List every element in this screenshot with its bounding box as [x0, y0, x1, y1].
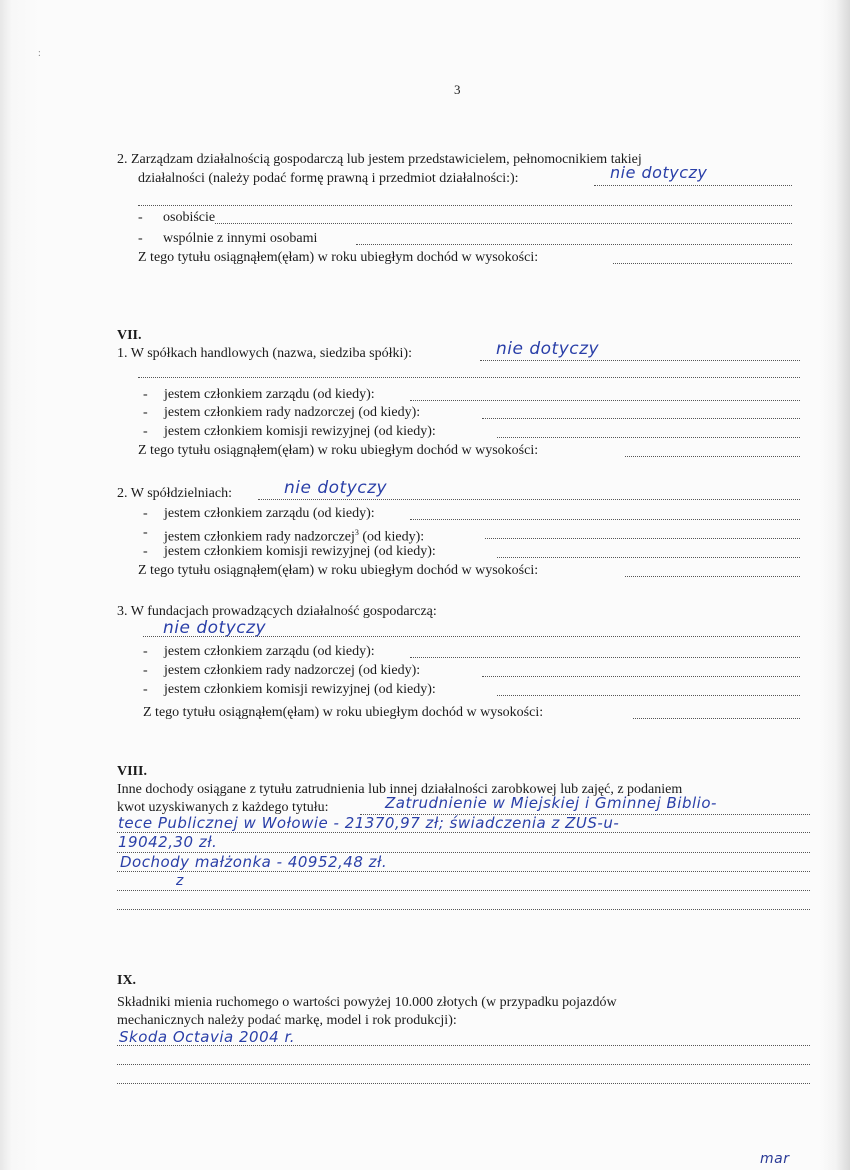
footnote-marker: 3	[354, 528, 359, 537]
viii-field-4[interactable]	[117, 871, 810, 872]
vii-3-supervisory-field[interactable]	[482, 676, 800, 677]
s2-dash-2: -	[138, 231, 143, 246]
vii-1-audit-field[interactable]	[497, 437, 800, 438]
vii-1-dash-1: -	[143, 387, 148, 402]
vii-3-income-field[interactable]	[633, 718, 800, 719]
vii-1-supervisory-field[interactable]	[482, 418, 800, 419]
ix-heading: IX.	[117, 973, 137, 988]
initials-signature: mar	[760, 1151, 790, 1167]
s2-personal-label: osobiście	[163, 210, 216, 225]
s2-joint-field[interactable]	[356, 244, 792, 245]
viii-line2: kwot uzyskiwanych z każdego tytułu:	[117, 800, 329, 815]
vii-2-supervisory-field[interactable]	[485, 538, 800, 539]
vii-3-audit-field[interactable]	[497, 695, 800, 696]
vii-2-dash-2: -	[143, 525, 148, 540]
vii-q2: 2. W spółdzielniach:	[117, 486, 232, 501]
vii-a1: nie dotyczy	[496, 339, 600, 359]
viii-hw4: Dochody małżonka - 40952,48 zł.	[120, 853, 388, 871]
vii-2-supervisory	[164, 525, 424, 546]
ix-line1: Składniki mienia ruchomego o wartości powyżej 10.000 złotych (w przypadku pojazdów	[117, 995, 617, 1010]
scan-speck: :	[38, 48, 41, 59]
vii-a2-line[interactable]	[258, 499, 800, 500]
viii-hw5: z	[176, 873, 184, 889]
s2-blank-line[interactable]	[138, 205, 792, 206]
vii-1-board: jestem członkiem zarządu (od kiedy):	[164, 387, 375, 402]
vii-1-dash-2: -	[143, 405, 148, 420]
vii-1-supervisory: jestem członkiem rady nadzorczej (od kiedy):	[164, 405, 421, 420]
s2-answer: nie dotyczy	[610, 163, 708, 182]
vii-2-supervisory-label: jestem członkiem rady nadzorczej	[164, 529, 355, 545]
viii-field-5[interactable]	[117, 890, 810, 891]
ix-answer: Skoda Octavia 2004 r.	[119, 1028, 295, 1046]
vii-a2: nie dotyczy	[284, 478, 388, 498]
vii-2-dash-3: -	[143, 544, 148, 559]
s2-dash-1: -	[138, 210, 143, 225]
vii-2-supervisory-tail: (od kiedy):	[362, 529, 425, 545]
vii-1-dash-3: -	[143, 424, 148, 439]
vii-3-board: jestem członkiem zarządu (od kiedy):	[164, 644, 375, 659]
vii-3-audit: jestem członkiem komisji rewizyjnej (od kiedy):	[164, 682, 436, 697]
vii-heading: VII.	[117, 328, 142, 343]
vii-a3: nie dotyczy	[163, 618, 267, 638]
viii-heading: VIII.	[117, 764, 147, 779]
ix-field-3[interactable]	[117, 1083, 810, 1084]
vii-2-audit-field[interactable]	[497, 557, 800, 558]
vii-2-income-field[interactable]	[625, 576, 800, 577]
vii-3-supervisory: jestem członkiem rady nadzorczej (od kiedy):	[164, 663, 421, 678]
vii-3-board-field[interactable]	[410, 657, 800, 658]
viii-hw2: tece Publicznej w Wołowie - 21370,97 zł; świadczenia z ZUS-u-	[118, 814, 620, 832]
viii-hw3: 19042,30 zł.	[118, 833, 218, 851]
vii-q3: 3. W fundacjach prowadzących działalność gospodarczą:	[117, 604, 437, 619]
vii-3-dash-3: -	[143, 682, 148, 697]
vii-a3-line[interactable]	[143, 636, 800, 637]
viii-line1: Inne dochody osiągane z tytułu zatrudnienia lub innej działalności zarobkowej lub zajęć, z podaniem	[117, 782, 683, 797]
s2-income-label: Z tego tytułu osiągnąłem(ęłam) w roku ubiegłym dochód w wysokości:	[138, 250, 539, 265]
vii-2-income: Z tego tytułu osiągnąłem(ęłam) w roku ubiegłym dochód w wysokości:	[138, 563, 539, 578]
ix-line2: mechanicznych należy podać markę, model i rok produkcji):	[117, 1013, 457, 1028]
vii-q1: 1. W spółkach handlowych (nazwa, siedziba spółki):	[117, 346, 412, 361]
vii-1-audit: jestem członkiem komisji rewizyjnej (od kiedy):	[164, 424, 436, 439]
vii-3-dash-1: -	[143, 644, 148, 659]
s2-personal-field[interactable]	[215, 223, 792, 224]
viii-field-6[interactable]	[117, 909, 810, 910]
vii-2-dash-1: -	[143, 506, 148, 521]
vii-2-board: jestem członkiem zarządu (od kiedy):	[164, 506, 375, 521]
s2-answer-line[interactable]	[594, 185, 792, 186]
vii-3-dash-2: -	[143, 663, 148, 678]
vii-1-income: Z tego tytułu osiągnąłem(ęłam) w roku ubiegłym dochód w wysokości:	[138, 443, 539, 458]
ix-field-2[interactable]	[117, 1064, 810, 1065]
vii-2-board-field[interactable]	[410, 519, 800, 520]
vii-1-income-field[interactable]	[625, 456, 800, 457]
vii-a1-line[interactable]	[480, 360, 800, 361]
s2-joint-label: wspólnie z innymi osobami	[163, 231, 318, 246]
vii-q1-blank[interactable]	[138, 377, 800, 378]
vii-1-board-field[interactable]	[410, 400, 800, 401]
viii-hw1: Zatrudnienie w Miejskiej i Gminnej Biblio-	[385, 794, 717, 812]
page-number: 3	[454, 82, 461, 97]
vii-3-income: Z tego tytułu osiągnąłem(ęłam) w roku ubiegłym dochód w wysokości:	[143, 705, 544, 720]
s2-income-field[interactable]	[613, 263, 792, 264]
s2-line2: działalności (należy podać formę prawną i przedmiot działalności:):	[138, 171, 519, 186]
vii-2-audit: jestem członkiem komisji rewizyjnej (od kiedy):	[164, 544, 436, 559]
s2-line1: 2. Zarządzam działalnością gospodarczą lub jestem przedstawicielem, pełnomocnikiem takiej	[117, 152, 642, 167]
viii-field-2[interactable]	[117, 832, 810, 833]
